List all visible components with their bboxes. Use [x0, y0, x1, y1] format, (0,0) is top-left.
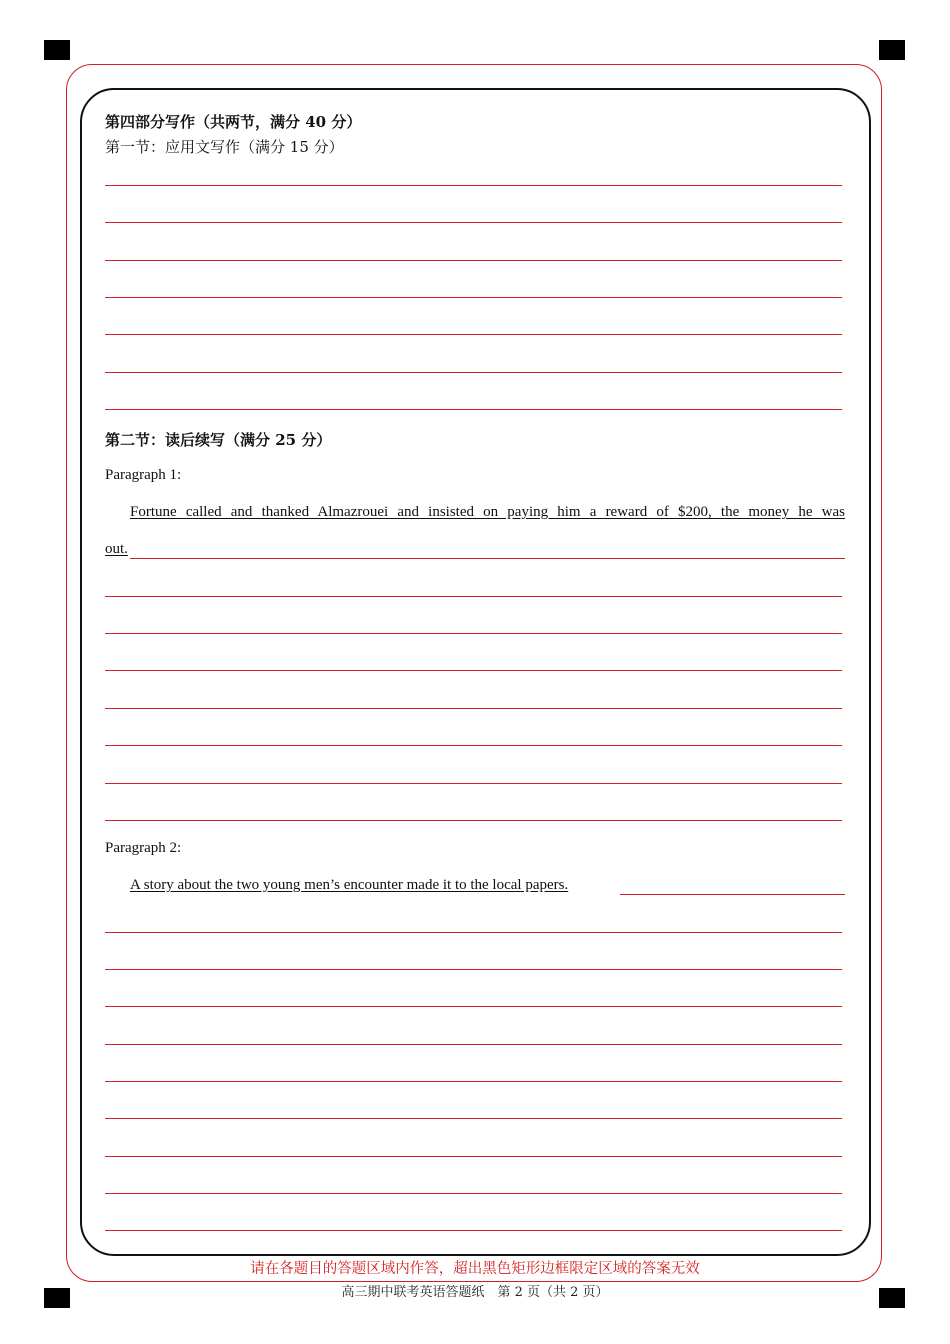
- writing-line: [105, 1118, 842, 1119]
- subsection-2-title: 第二节：读后续写（满分 25 分）: [105, 431, 332, 449]
- writing-line: [105, 185, 842, 186]
- writing-line: [105, 1006, 842, 1007]
- paragraph-1-prompt-line-1: Fortune called and thanked Almazrouei and insisted on paying him a reward of $200, the money he was: [130, 504, 845, 520]
- writing-line: [105, 670, 842, 671]
- writing-line: [105, 1081, 842, 1082]
- paragraph-2-prompt: A story about the two young men’s encounter made it to the local papers.: [130, 877, 569, 893]
- alignment-marker-top-left: [44, 40, 70, 60]
- writing-line: [105, 633, 842, 634]
- page-footer: 高三期中联考英语答题纸 第 2 页（共 2 页）: [341, 1285, 609, 1300]
- writing-line: [620, 894, 845, 895]
- section-title: 第四部分写作（共两节，满分 40 分）: [105, 113, 362, 131]
- writing-line: [105, 1193, 842, 1194]
- writing-line: [105, 297, 842, 298]
- writing-line: [130, 558, 845, 559]
- writing-line: [105, 222, 842, 223]
- paragraph-1-label: Paragraph 1:: [105, 467, 182, 483]
- writing-line: [105, 372, 842, 373]
- writing-line: [105, 260, 842, 261]
- writing-line: [105, 932, 842, 933]
- writing-line: [105, 596, 842, 597]
- writing-line: [105, 1156, 842, 1157]
- alignment-marker-top-right: [879, 40, 905, 60]
- writing-line: [105, 708, 842, 709]
- paragraph-1-prompt-line-2: out.: [105, 541, 128, 557]
- subsection-1-title: 第一节：应用文写作（满分 15 分）: [105, 138, 344, 156]
- writing-line: [105, 1230, 842, 1231]
- writing-line: [105, 334, 842, 335]
- writing-line: [105, 783, 842, 784]
- writing-line: [105, 409, 842, 410]
- writing-line: [105, 820, 842, 821]
- writing-line: [105, 969, 842, 970]
- answer-area-warning: 请在各题目的答题区域内作答，超出黑色矩形边框限定区域的答案无效: [250, 1261, 700, 1277]
- writing-line: [105, 745, 842, 746]
- paragraph-2-label: Paragraph 2:: [105, 840, 182, 856]
- writing-line: [105, 1044, 842, 1045]
